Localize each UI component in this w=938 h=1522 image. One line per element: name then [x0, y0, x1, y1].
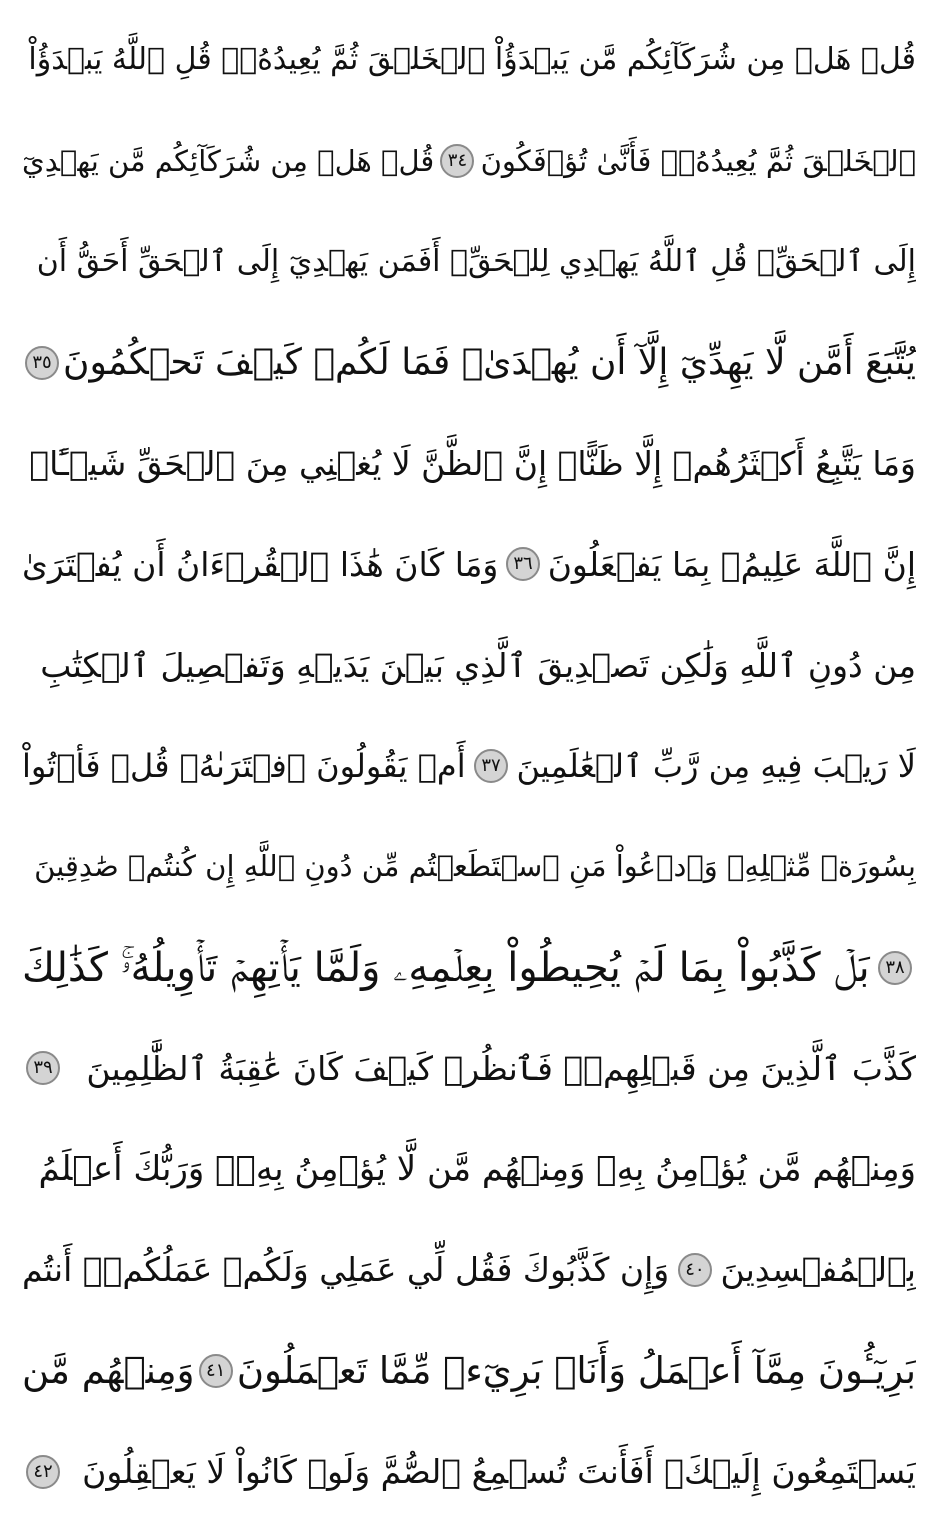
ayah-number-marker: ٤٢: [26, 1455, 60, 1489]
verse-text: وَمِنۡهُم مَّن يُؤۡمِنُ بِهِۦ وَمِنۡهُم مَّن لَّا يُؤۡمِنُ بِهِۦۚ وَرَبُّكَ أَعۡلَمُ: [38, 1149, 916, 1190]
verse-text: وَمِنۡهُم مَّن: [22, 1349, 195, 1393]
verse-line: [22, 917, 916, 1018]
verse-line: [22, 615, 916, 716]
verse-line: [22, 1119, 916, 1220]
ayah-number-marker: ٤١: [199, 1354, 233, 1388]
ayah-number-marker: ٣٥: [25, 346, 59, 380]
ayah-number-marker: ٣٦: [506, 547, 540, 581]
verse-text: أَمۡ يَقُولُونَ ٱفۡتَرَىٰهُۖ قُلۡ فَأۡتُواْ: [22, 746, 466, 785]
verse-text: بَلۡ كَذَّبُواْ بِمَا لَمۡ يُحِيطُواْ بِعِلۡمِهِۦ وَلَمَّا يَأۡتِهِمۡ تَأۡوِيلُهُۥۚ كَذَٰلِكَ: [22, 944, 870, 991]
verse-text: لَا رَيۡبَ فِيهِ مِن رَّبِّ ٱلۡعَٰلَمِينَ: [516, 746, 916, 785]
ayah-number-marker: ٣٧: [474, 749, 508, 783]
verse-text: قُلۡ هَلۡ مِن شُرَكَآئِكُم مَّن يَهۡدِيٓ: [22, 143, 435, 178]
ayah-number-marker: ٣٩: [26, 1051, 60, 1085]
verse-text: مِن دُونِ ٱللَّهِ وَلَٰكِن تَصۡدِيقَ ٱلَّذِي بَيۡنَ يَدَيۡهِ وَتَفۡصِيلَ ٱلۡكِتَٰبِ: [40, 645, 916, 685]
verse-text: قُلۡ هَلۡ مِن شُرَكَآئِكُم مَّن يَبۡدَؤُاْ ٱلۡخَلۡقَ ثُمَّ يُعِيدُهُۥۚ قُلِ ٱللَّهُ يَبۡدَؤُاْ: [28, 42, 916, 78]
verse-line: [22, 413, 916, 514]
verse-text: بِٱلۡمُفۡسِدِينَ: [720, 1250, 916, 1290]
verse-text: يُتَّبَعَ أَمَّن لَّا يَهِدِّيٓ إِلَّآ أَن يُهۡدَىٰۖ فَمَا لَكُمۡ كَيۡفَ تَحۡكُمُونَ: [63, 341, 916, 383]
ayah-number-marker: ٣٨: [878, 951, 912, 985]
verse-text: إِنَّ ٱللَّهَ عَلِيمُۢ بِمَا يَفۡعَلُونَ: [547, 544, 916, 584]
verse-line: [22, 111, 916, 212]
verse-text: إِلَى ٱلۡحَقِّۚ قُلِ ٱللَّهُ يَهۡدِي لِلۡحَقِّۗ أَفَمَن يَهۡدِيٓ إِلَى ٱلۡحَقِّ أَحَقُّ أَن: [36, 243, 916, 279]
verse-text: ٱلۡخَلۡقَ ثُمَّ يُعِيدُهُۥۖ فَأَنَّىٰ تُؤۡفَكُونَ: [480, 143, 916, 178]
verse-line: [22, 514, 916, 615]
verse-text: بِسُورَةٖ مِّثۡلِهِۦ وَٱدۡعُواْ مَنِ ٱسۡتَطَعۡتُم مِّن دُونِ ٱللَّهِ إِن كُنتُمۡ صَٰدِقِينَ: [34, 849, 916, 884]
verse-line: [22, 1220, 916, 1321]
verse-line: [22, 1421, 916, 1522]
verse-line: [22, 10, 916, 111]
verse-line: [22, 716, 916, 817]
verse-text: يَسۡتَمِعُونَ إِلَيۡكَۚ أَفَأَنتَ تُسۡمِعُ ٱلصُّمَّ وَلَوۡ كَانُواْ لَا يَعۡقِلُونَ: [82, 1452, 916, 1492]
ayah-number-marker: ٣٤: [440, 144, 474, 178]
ayah-number-marker: ٤٠: [678, 1253, 712, 1287]
verse-line: [22, 212, 916, 313]
verse-line: [22, 1018, 916, 1119]
verse-text: كَذَّبَ ٱلَّذِينَ مِن قَبۡلِهِمۡۖ فَٱنظُرۡ كَيۡفَ كَانَ عَٰقِبَةُ ٱلظَّٰلِمِينَ: [86, 1048, 916, 1088]
verse-text: وَمَا كَانَ هَٰذَا ٱلۡقُرۡءَانُ أَن يُفۡتَرَىٰ: [22, 544, 499, 584]
verse-text: بَرِيٓـُٔونَ مِمَّآ أَعۡمَلُ وَأَنَا۠ بَرِيٓءٞ مِّمَّا تَعۡمَلُونَ: [236, 1349, 916, 1393]
verse-line: [22, 816, 916, 917]
verse-text: وَمَا يَتَّبِعُ أَكۡثَرُهُمۡ إِلَّا ظَنًّاۚ إِنَّ ٱلظَّنَّ لَا يُغۡنِي مِنَ ٱلۡحَقِّ شَيۡـًٔاۚ: [29, 444, 916, 484]
verse-text: وَإِن كَذَّبُوكَ فَقُل لِّي عَمَلِي وَلَكُمۡ عَمَلُكُمۡۖ أَنتُم: [22, 1250, 670, 1290]
verse-line: [22, 1320, 916, 1421]
verse-line: [22, 312, 916, 413]
